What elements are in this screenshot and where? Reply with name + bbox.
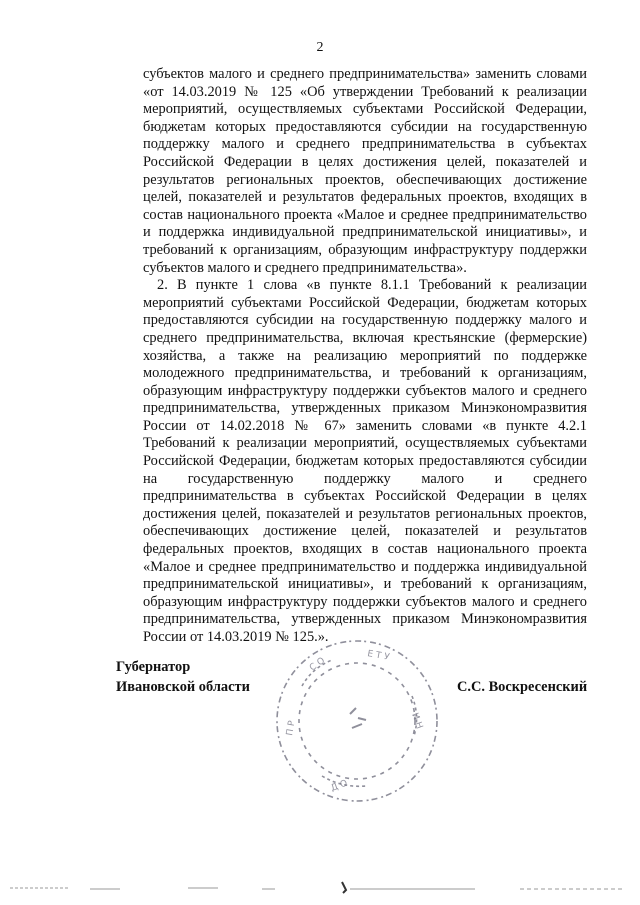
paragraph-1: субъектов малого и среднего предпринимательства» заменить словами «от 14.03.2019 № 125 «Об утверждении Требований к реализации мероприятий, осуществляемых субъектами Российской Федерации, бюджетам которых предоставляются субсидии на государственную поддержку малого и среднего предпринимательства в субъектах Российской Федерации в целях достижения целей, показателей и результатов региональных проектов, обеспечивающих достижение целей, показателей и результатов федеральных проектов, входящих в состав национального проекта «Малое и среднее предпринимательство и поддержка индивидуальной предпринимательской инициативы», и требований к организациям, образующим инфраструктуру поддержки субъектов малого и среднего предпринимательства». xyxy=(143,66,587,276)
signatory-name: С.С. Воскресенский xyxy=(457,679,588,695)
scan-artifacts xyxy=(0,878,640,898)
signatory-title-line1: Губернатор xyxy=(116,659,191,675)
official-seal-icon xyxy=(262,626,452,816)
signatory-title-line2: Ивановской области xyxy=(116,679,250,695)
paragraph-2: 2. В пункте 1 слова «в пункте 8.1.1 Требований к реализации мероприятий субъектами Российской Федерации, бюджетам которых предоставляются субсидии на государственную поддержку малого и среднего предпринимательства, включая крестьянские (фермерские) хозяйства, а также на реализацию мероприятий по поддержке молодежного предпринимательства, и требований к организациям, образующим инфраструктуру поддержки субъектов малого и среднего предпринимательства, утвержденных приказом Минэкономразвития России от 14.02.2018 № 67» заменить словами «в пункте 4.2.1 Требований к реализации мероприятий, осуществляемых субъектами Российской Федерации, бюджетам которых предоставляются субсидии на государственную поддержку малого и среднего предпринимательства в субъектах Российской Федерации в целях достижения целей, показателей и результатов региональных проектов, обеспечивающих достижение целей, показателей и результатов федеральных проектов, входящих в состав национального проекта «Малое и среднее предпринимательство и поддержка индивидуальной предпринимательской инициативы», и требований к организациям, образующим инфраструктуру поддержки субъектов малого и среднего предпринимательства, утвержденных приказом Минэкономразвития России от 14.03.2019 № 125.». xyxy=(143,277,587,645)
svg-text:Е Т У: Е Т У xyxy=(366,649,391,663)
svg-text:П Р: П Р xyxy=(285,719,298,737)
svg-text:С О: С О xyxy=(307,655,328,674)
svg-text:И Н: И Н xyxy=(409,711,425,731)
svg-text:Д О: Д О xyxy=(329,778,349,794)
signatory-position xyxy=(116,657,250,697)
document-body xyxy=(143,66,587,647)
page-number: 2 xyxy=(316,40,324,55)
